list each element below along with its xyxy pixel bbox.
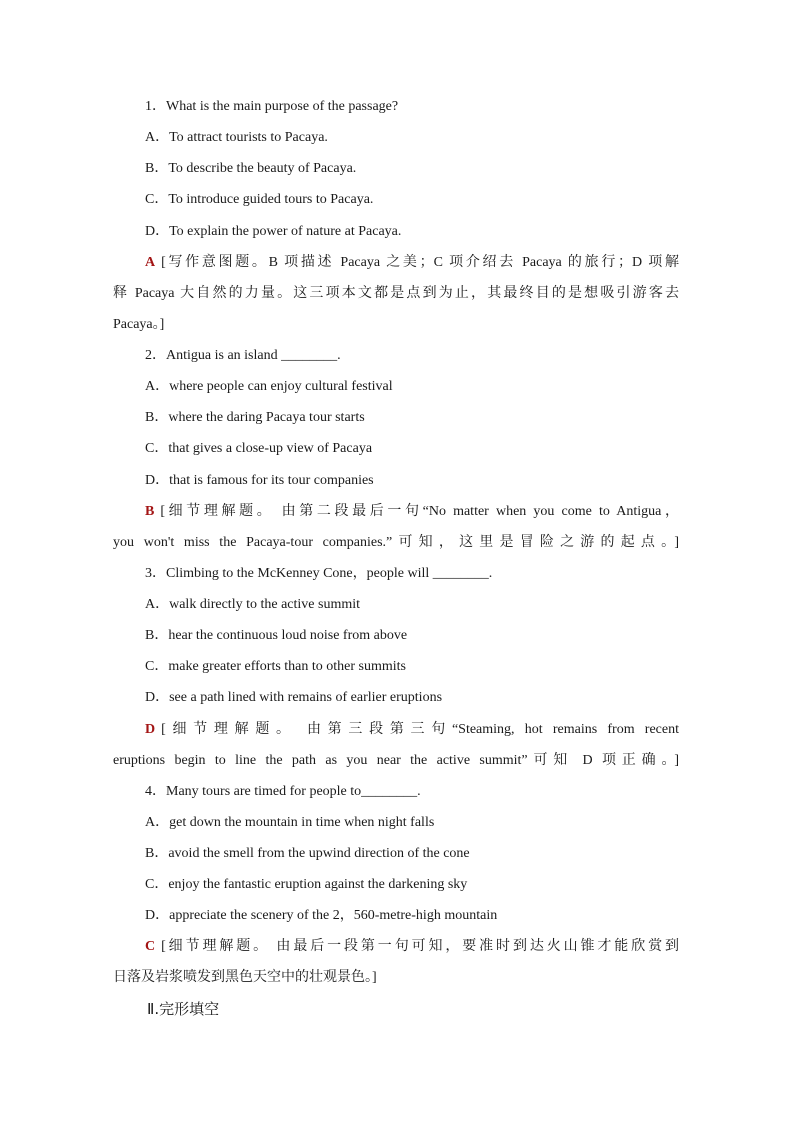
question-3-explanation-line-1: D [细节理解题。 由第三段第三句“Steaming, hot remains from recent — [145, 722, 679, 737]
question-2-option-d: D．that is famous for its tour companies — [145, 473, 374, 488]
question-3-option-a: A．walk directly to the active summit — [145, 597, 361, 612]
question-2-explanation-line-2: you won't miss the Pacaya-tour companies.”可知，这里是冒险之游的起点。] — [113, 535, 679, 550]
question-4-explanation-line-1: C [细节理解题。 由最后一段第一句可知，要准时到达火山锥才能欣赏到 — [145, 939, 679, 954]
question-3-stem: 3．Climbing to the McKenney Cone，people will ________. — [145, 566, 493, 581]
question-3-explanation-line-2: eruptions begin to line the path as you near the active summit”可知 D 项正确。] — [113, 753, 679, 768]
question-4-option-a: A．get down the mountain in time when night falls — [145, 815, 435, 830]
question-4-option-d: D．appreciate the scenery of the 2，560-metre-high mountain — [145, 908, 498, 923]
question-2-option-b: B．where the daring Pacaya tour starts — [145, 410, 365, 425]
question-4-answer: C — [145, 939, 156, 954]
question-4-option-b: B．avoid the smell from the upwind direction of the cone — [145, 846, 470, 861]
question-3-option-c: C．make greater efforts than to other summits — [145, 659, 407, 674]
question-2-stem: 2．Antigua is an island ________. — [145, 348, 341, 363]
question-2-explanation-line-1: B [细节理解题。 由第二段最后一句“No matter when you come to Antigua， — [145, 504, 679, 519]
question-3-answer: D — [145, 722, 156, 737]
question-3-option-d: D．see a path lined with remains of earlier eruptions — [145, 690, 443, 705]
question-1-explanation-line-1: A [写作意图题。B 项描述 Pacaya 之美；C 项介绍去 Pacaya 的旅行；D 项解 — [145, 255, 679, 270]
question-1-stem: 1．What is the main purpose of the passage? — [145, 99, 399, 114]
question-4-stem: 4．Many tours are timed for people to________. — [145, 784, 421, 799]
question-1-explanation-line-3: Pacaya。] — [113, 317, 165, 332]
question-1-option-b: B．To describe the beauty of Pacaya. — [145, 161, 357, 176]
question-1-option-a: A．To attract tourists to Pacaya. — [145, 130, 328, 145]
question-2-option-a: A．where people can enjoy cultural festival — [145, 379, 393, 394]
question-2-option-c: C．that gives a close-up view of Pacaya — [145, 441, 373, 456]
question-1-option-c: C．To introduce guided tours to Pacaya. — [145, 192, 374, 207]
question-1-option-d: D．To explain the power of nature at Pacaya. — [145, 224, 402, 239]
question-1-explanation-line-2: 释 Pacaya 大自然的力量。这三项本文都是点到为止，其最终目的是想吸引游客去 — [113, 286, 679, 301]
question-4-explanation-line-2: 日落及岩浆喷发到黑色天空中的壮观景色。] — [113, 970, 377, 985]
question-1-answer: A — [145, 255, 156, 270]
question-2-answer: B — [145, 504, 155, 519]
question-4-option-c: C．enjoy the fantastic eruption against the darkening sky — [145, 877, 468, 892]
section-heading: Ⅱ.完形填空 — [147, 1000, 220, 1018]
question-3-option-b: B．hear the continuous loud noise from above — [145, 628, 408, 643]
